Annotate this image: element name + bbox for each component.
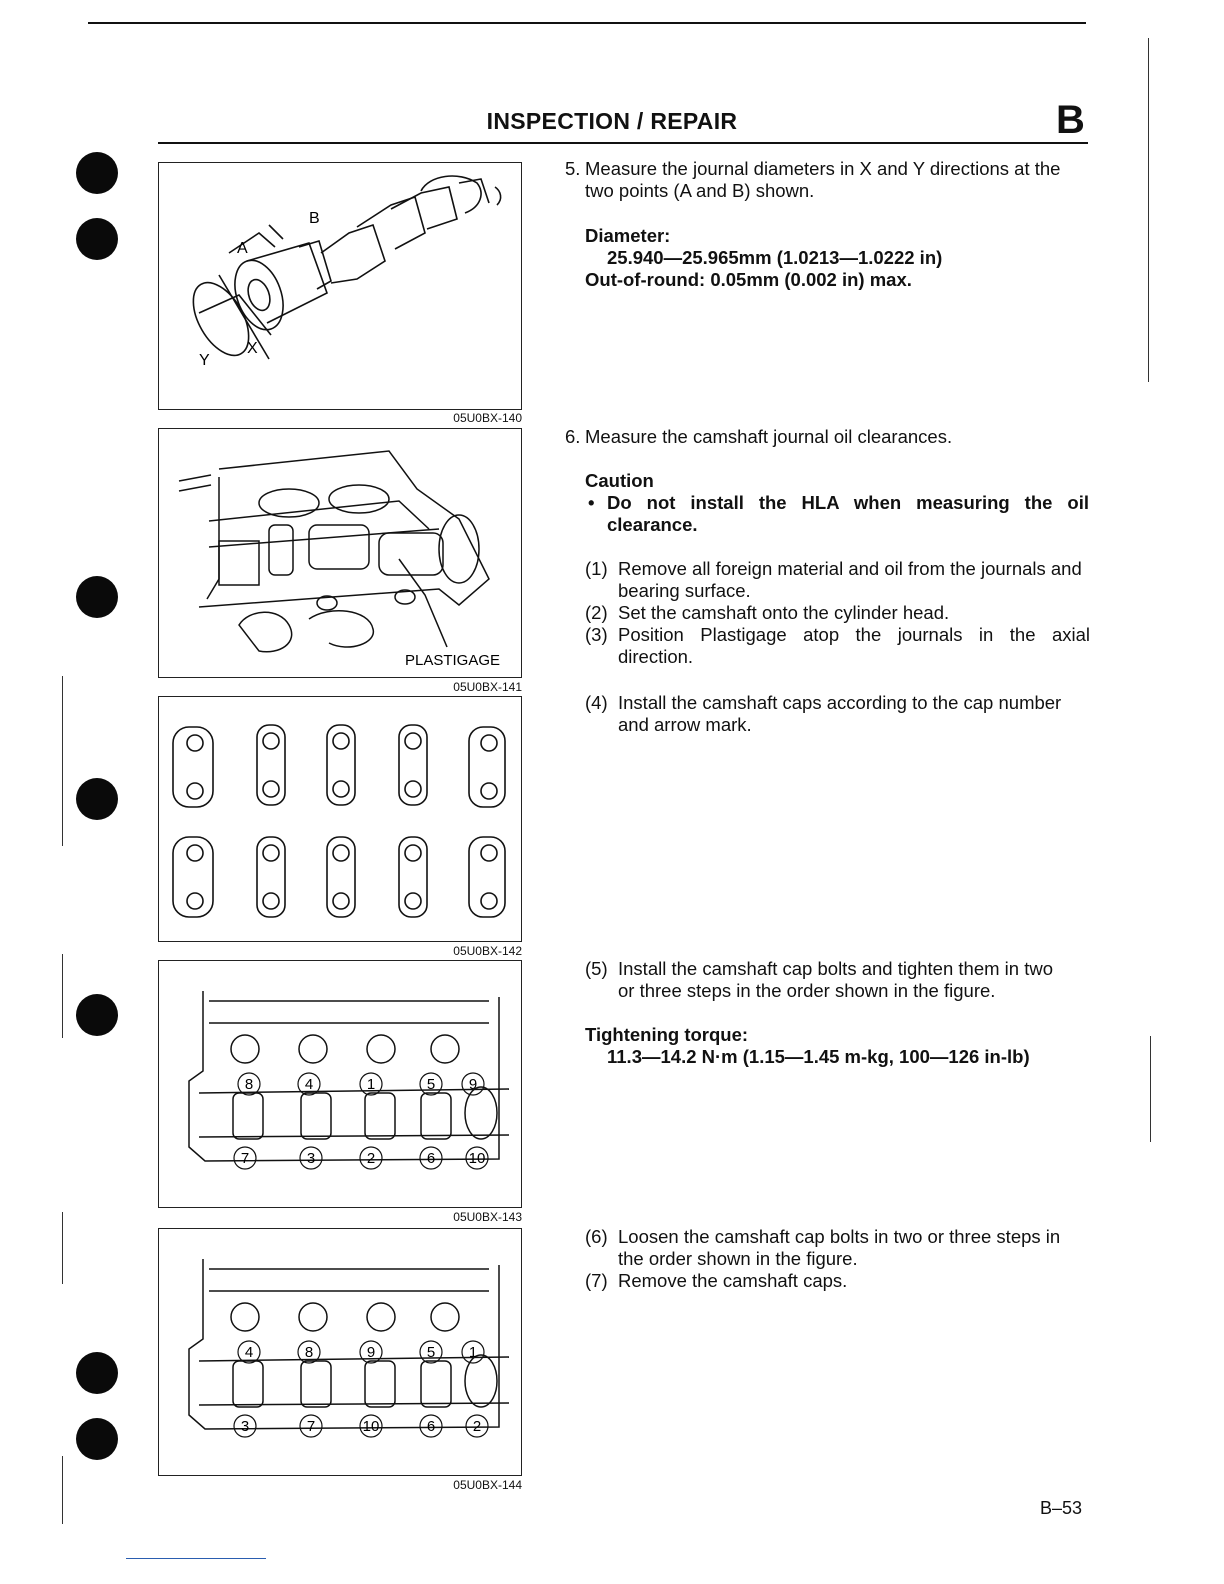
step-number: 5.	[565, 158, 581, 179]
scan-underline	[126, 1558, 266, 1559]
bolt-order-bottom: 7	[306, 1418, 316, 1435]
bolt-order-bottom: 2	[366, 1150, 376, 1167]
figure-tightening-sequence	[158, 960, 522, 1208]
binder-hole	[76, 994, 118, 1036]
substep-text: Loosen the camshaft cap bolts in two or three steps in	[618, 1226, 1061, 1247]
step-text: Measure the camshaft journal oil clearances.	[585, 426, 953, 447]
torque-label: Tightening torque:	[585, 1024, 749, 1045]
binder-hole	[76, 1352, 118, 1394]
step-text: Measure the journal diameters in X and Y directions at the	[585, 158, 1061, 179]
bolt-order-bottom: 7	[240, 1150, 250, 1167]
bolt-order-bottom: 3	[240, 1418, 250, 1435]
figure-camshaft-journal	[158, 162, 522, 410]
substep-text: Install the camshaft caps according to the cap number	[618, 692, 1062, 713]
cylinder-head-illustration	[159, 429, 523, 679]
bolt-order-bottom: 10	[468, 1150, 486, 1167]
margin-mark	[62, 676, 63, 846]
bolt-order-bottom: 6	[426, 1418, 436, 1435]
bolt-order-top: 9	[468, 1076, 478, 1093]
figure-code: 05U0BX-140	[453, 411, 522, 425]
bolt-order-top: 8	[244, 1076, 254, 1093]
substep-text: Position Plastigage atop the journals in the axial	[618, 624, 1090, 645]
spec-label: Diameter:	[585, 225, 671, 246]
figure-code: 05U0BX-143	[453, 1210, 522, 1224]
substep-text: Set the camshaft onto the cylinder head.	[618, 602, 950, 623]
camshaft-illustration	[159, 163, 523, 411]
loosening-order-illustration	[159, 1229, 523, 1477]
binder-hole	[76, 218, 118, 260]
figure-loosening-sequence	[158, 1228, 522, 1476]
spec-value: Out-of-round: 0.05mm (0.002 in) max.	[585, 269, 912, 290]
substep-number: (4)	[585, 692, 608, 713]
caps-illustration	[159, 697, 523, 943]
bolt-order-top: 4	[244, 1344, 254, 1361]
label-b: B	[309, 210, 320, 227]
page-title: INSPECTION / REPAIR	[486, 108, 738, 134]
substep-number: (6)	[585, 1226, 608, 1247]
margin-mark	[62, 1212, 63, 1284]
margin-mark	[1148, 38, 1149, 382]
margin-mark	[1150, 1036, 1151, 1142]
figure-camshaft-caps	[158, 696, 522, 942]
margin-mark	[62, 954, 63, 1038]
caution-bullet: •	[588, 492, 595, 513]
bolt-order-top: 9	[366, 1344, 376, 1361]
substep-text: Install the camshaft cap bolts and tighten them in two	[618, 958, 1053, 979]
bolt-order-bottom: 6	[426, 1150, 436, 1167]
page-number: B–53	[1040, 1498, 1083, 1518]
tightening-order-illustration	[159, 961, 523, 1209]
substep-text: Remove the camshaft caps.	[618, 1270, 848, 1291]
substep-number: (3)	[585, 624, 608, 645]
binder-hole	[76, 1418, 118, 1460]
binder-hole	[76, 576, 118, 618]
label-y: Y	[199, 352, 210, 369]
binder-hole	[76, 778, 118, 820]
substep-text: bearing surface.	[618, 580, 751, 601]
margin-mark	[62, 1456, 63, 1524]
bolt-order-top: 5	[426, 1076, 436, 1093]
substep-number: (7)	[585, 1270, 608, 1291]
figure-code: 05U0BX-142	[453, 944, 522, 958]
bolt-order-bottom: 2	[472, 1418, 482, 1435]
header-rule	[158, 142, 1088, 144]
figure-plastigage	[158, 428, 522, 678]
caution-label: Caution	[585, 470, 654, 491]
bolt-order-top: 8	[304, 1344, 314, 1361]
step-number: 6.	[565, 426, 581, 447]
substep-text: or three steps in the order shown in the figure.	[618, 980, 996, 1001]
bolt-order-top: 1	[366, 1076, 376, 1093]
figure-code: 05U0BX-141	[453, 680, 522, 694]
substep-number: (5)	[585, 958, 608, 979]
bolt-order-top: 4	[304, 1076, 314, 1093]
substep-number: (2)	[585, 602, 608, 623]
binder-hole	[76, 152, 118, 194]
substep-text: direction.	[618, 646, 694, 667]
torque-value: 11.3—14.2 N·m (1.15—1.45 m-kg, 100—126 in-lb)	[607, 1046, 1030, 1067]
substep-text: the order shown in the figure.	[618, 1248, 858, 1269]
label-x: X	[247, 340, 258, 357]
label-a: A	[237, 240, 248, 257]
label-plastigage: PLASTIGAGE	[405, 652, 501, 669]
bolt-order-top: 1	[468, 1344, 478, 1361]
caution-text: clearance.	[607, 514, 698, 535]
substep-number: (1)	[585, 558, 608, 579]
substep-text: Remove all foreign material and oil from the journals and	[618, 558, 1082, 579]
caution-text: Do not install the HLA when measuring the oil	[607, 492, 1089, 513]
bolt-order-bottom: 3	[306, 1150, 316, 1167]
step-text: two points (A and B) shown.	[585, 180, 815, 201]
bolt-order-bottom: 10	[362, 1418, 380, 1435]
section-letter: B	[1056, 98, 1085, 142]
top-rule	[88, 22, 1086, 24]
figure-code: 05U0BX-144	[453, 1478, 522, 1492]
substep-text: and arrow mark.	[618, 714, 752, 735]
spec-value: 25.940—25.965mm (1.0213—1.0222 in)	[607, 247, 943, 268]
bolt-order-top: 5	[426, 1344, 436, 1361]
